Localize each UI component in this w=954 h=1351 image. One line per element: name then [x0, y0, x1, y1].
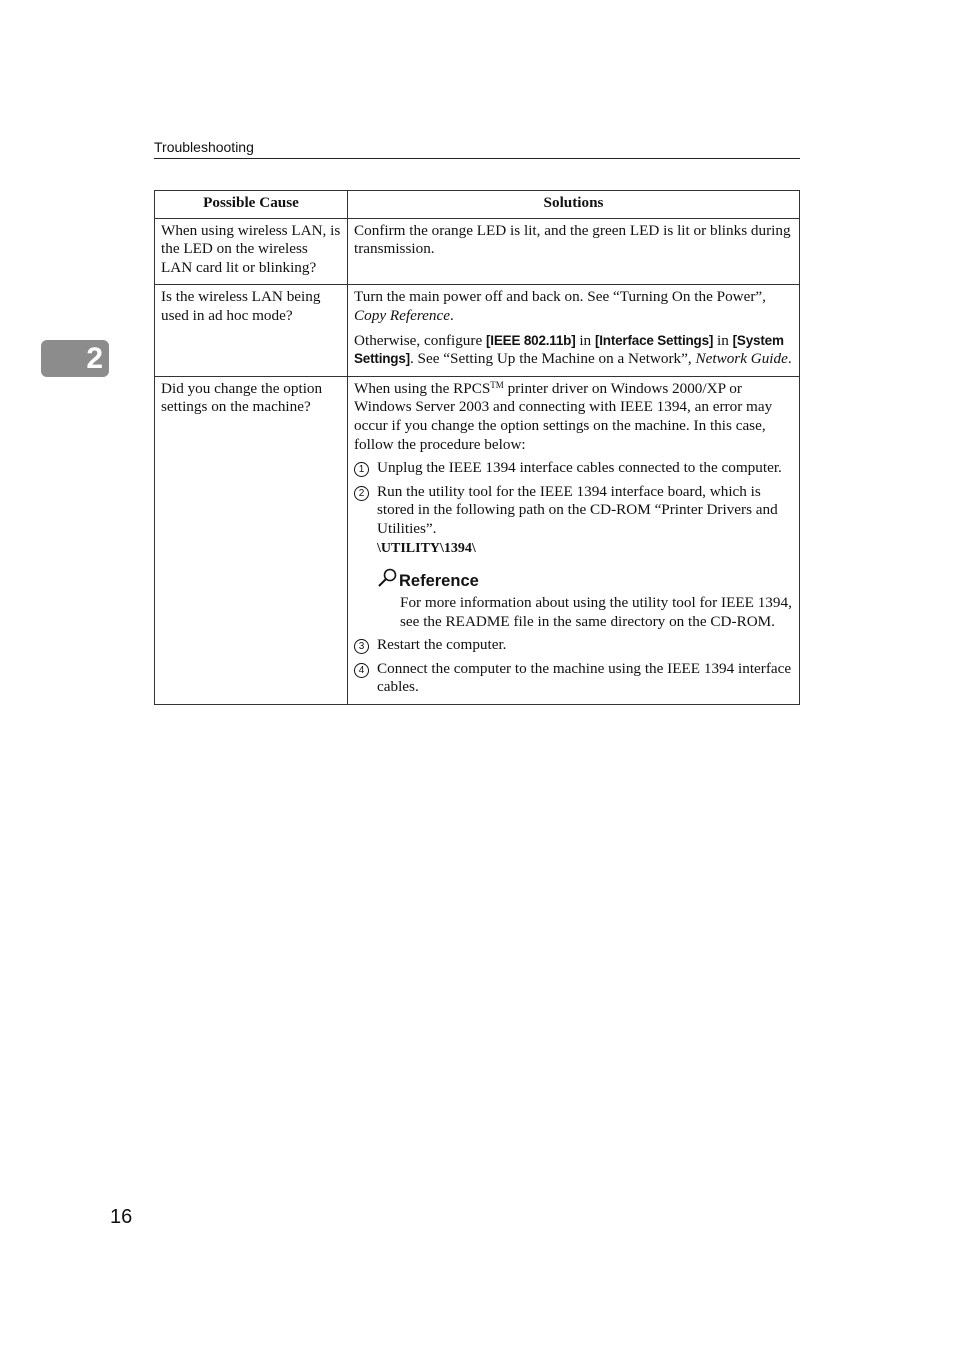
table-header-row: [155, 191, 800, 219]
column-header-solutions: Solutions: [348, 191, 800, 219]
step-number: 3: [354, 639, 369, 654]
chapter-tab: 2: [41, 340, 109, 377]
step-number: 2: [354, 486, 369, 501]
cause-cell: Did you change the option settings on the machine?: [155, 376, 348, 704]
list-item: 1 Unplug the IEEE 1394 interface cables connected to the computer.: [354, 459, 793, 478]
solution-paragraph: Otherwise, configure [IEEE 802.11b] in [Interface Settings] in [System Settings]. See “Setting Up the Machine on a Network”, Network Guide.: [354, 331, 792, 368]
list-item: 4 Connect the computer to the machine using the IEEE 1394 interface cables.: [354, 660, 793, 697]
header-rule: [154, 158, 800, 159]
trademark-mark: TM: [490, 379, 504, 390]
column-header-possible-cause: Possible Cause: [155, 191, 348, 219]
file-path: \UTILITY\1394\: [377, 540, 476, 556]
table-row: [155, 285, 800, 376]
solution-cell: [348, 285, 800, 376]
table-row: [155, 376, 800, 704]
table-row: [155, 218, 800, 285]
page-number: 16: [110, 1206, 133, 1228]
procedure-steps-continued: [354, 636, 793, 697]
step-number: 4: [354, 663, 369, 678]
solution-cell: [348, 218, 800, 285]
manual-title: Network Guide: [695, 350, 788, 368]
cause-cell: When using wireless LAN, is the LED on the wireless LAN card lit or blinking?: [155, 218, 348, 285]
reference-heading: Reference: [377, 568, 793, 592]
list-item: 3 Restart the computer.: [354, 636, 793, 655]
manual-title: Copy Reference: [354, 306, 450, 324]
solution-paragraph: Turn the main power off and back on. See “Turning On the Power”, Copy Reference.: [354, 288, 766, 324]
solution-cell: [348, 376, 800, 704]
procedure-steps: [354, 459, 793, 558]
running-header: Troubleshooting: [154, 139, 254, 155]
magnifier-icon: [377, 568, 398, 588]
list-item: 2 Run the utility tool for the IEEE 1394 interface board, which is stored in the following path on the CD-ROM “Printer Drivers and Utilities”. \UTILITY\1394\: [354, 483, 793, 558]
menu-key: [Interface Settings]: [594, 332, 714, 348]
step-number: 1: [354, 462, 369, 477]
reference-note: [377, 568, 793, 631]
solution-intro: When using the RPCS™ printer driver on Windows 2000/XP or Windows Server 2003 and connecting with IEEE 1394, an error may occur if you change the option settings on the machine. In this case, follow the procedure below:: [354, 379, 773, 453]
menu-key: [IEEE 802.11b]: [486, 332, 576, 348]
cause-cell: Is the wireless LAN being used in ad hoc mode?: [155, 285, 348, 376]
reference-text: For more information about using the utility tool for IEEE 1394, see the README file in the same directory on the CD-ROM.: [400, 594, 792, 630]
troubleshooting-table: [154, 190, 800, 705]
solution-text: Confirm the orange LED is lit, and the green LED is lit or blinks during transmission.: [354, 221, 791, 258]
menu-key: [System Settings]: [354, 332, 784, 367]
